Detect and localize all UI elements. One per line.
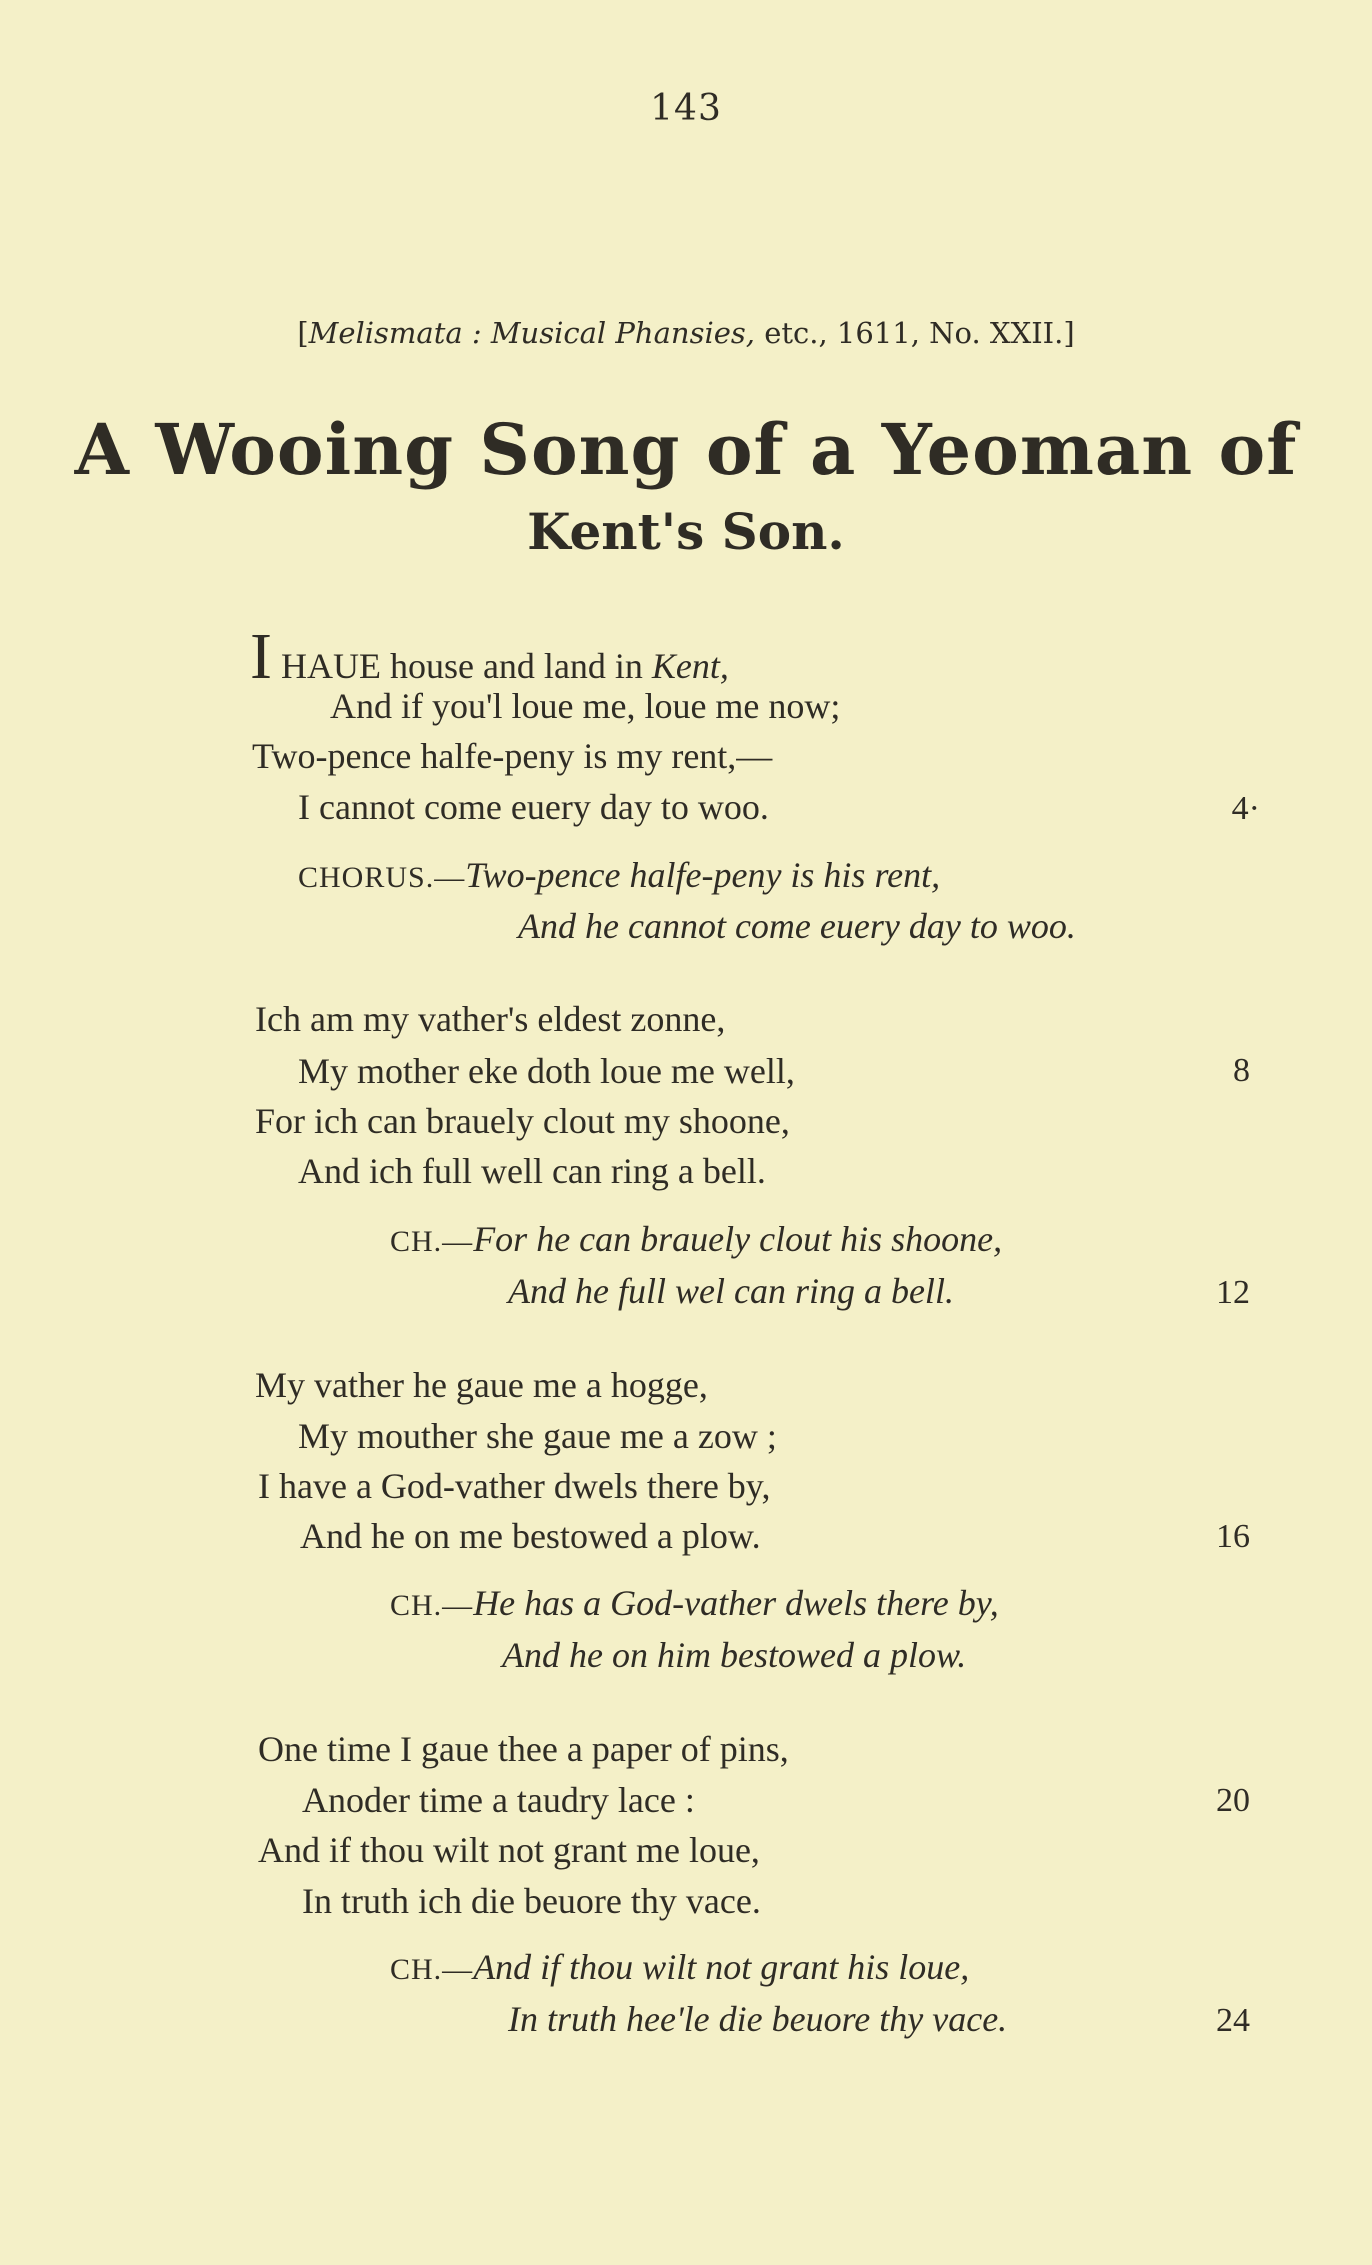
stanza4-chorus1: CH.—And if thou wilt not grant his loue, (390, 1947, 970, 1987)
stanza1-line2: And if you'l loue me, loue me now; (330, 686, 841, 726)
line-number: 4· (1231, 790, 1260, 827)
stanza4-chorus2: In truth hee'le die beuore thy vace. (508, 1999, 1008, 2039)
stanza3-line3: I have a God-vather dwels there by, (258, 1466, 771, 1506)
stanza2-line1: Ich am my vather's eldest zonne, (255, 999, 726, 1039)
line-number: 8 (1233, 1052, 1250, 1089)
stanza1-chorus2: And he cannot come euery day to woo. (518, 906, 1076, 946)
stanza3-line4: And he on me bestowed a plow. (300, 1516, 761, 1556)
line-number: 20 (1216, 1782, 1250, 1819)
stanza3-line1: My vather he gaue me a hogge, (255, 1365, 708, 1405)
stanza2-chorus2: And he full wel can ring a bell. (508, 1271, 954, 1311)
song-title-line1: A Wooing Song of a Yeoman of (74, 408, 1298, 491)
stanza2-line4: And ich full well can ring a bell. (298, 1151, 766, 1191)
page-number: 143 (650, 88, 722, 129)
line-number: 16 (1216, 1518, 1250, 1555)
line-number: 24 (1216, 2002, 1250, 2039)
stanza2-line2: My mother eke doth loue me well, (298, 1051, 795, 1091)
stanza4-line2: Anoder time a taudry lace : (302, 1780, 695, 1820)
song-title-line2: Kent's Son. (527, 502, 845, 561)
stanza2-line3: For ich can brauely clout my shoone, (255, 1101, 790, 1141)
stanza1-line4: I cannot come euery day to woo. (298, 787, 769, 827)
stanza1-line1: I HAUE house and land in Kent, (250, 620, 729, 693)
stanza3-chorus1: CH.—He has a God-vather dwels there by, (390, 1583, 999, 1623)
line-number: 12 (1216, 1274, 1250, 1311)
stanza1-chorus1: CHORUS.—Two-pence halfe-peny is his rent, (298, 855, 941, 895)
stanza3-line2: My mouther she gaue me a zow ; (298, 1416, 777, 1456)
stanza4-line1: One time I gaue thee a paper of pins, (258, 1729, 789, 1769)
source-title: Melismata : Musical Phansies, (308, 316, 755, 350)
source-citation: [Melismata : Musical Phansies, etc., 1611, No. XXII.] (297, 316, 1075, 350)
stanza4-line3: And if thou wilt not grant me loue, (258, 1830, 760, 1870)
stanza1-line3: Two-pence halfe-peny is my rent,— (252, 736, 773, 776)
stanza4-line4: In truth ich die beuore thy vace. (302, 1881, 761, 1921)
drop-cap: I (250, 620, 272, 693)
stanza3-chorus2: And he on him bestowed a plow. (502, 1635, 967, 1675)
stanza2-chorus1: CH.—For he can brauely clout his shoone, (390, 1219, 1003, 1259)
